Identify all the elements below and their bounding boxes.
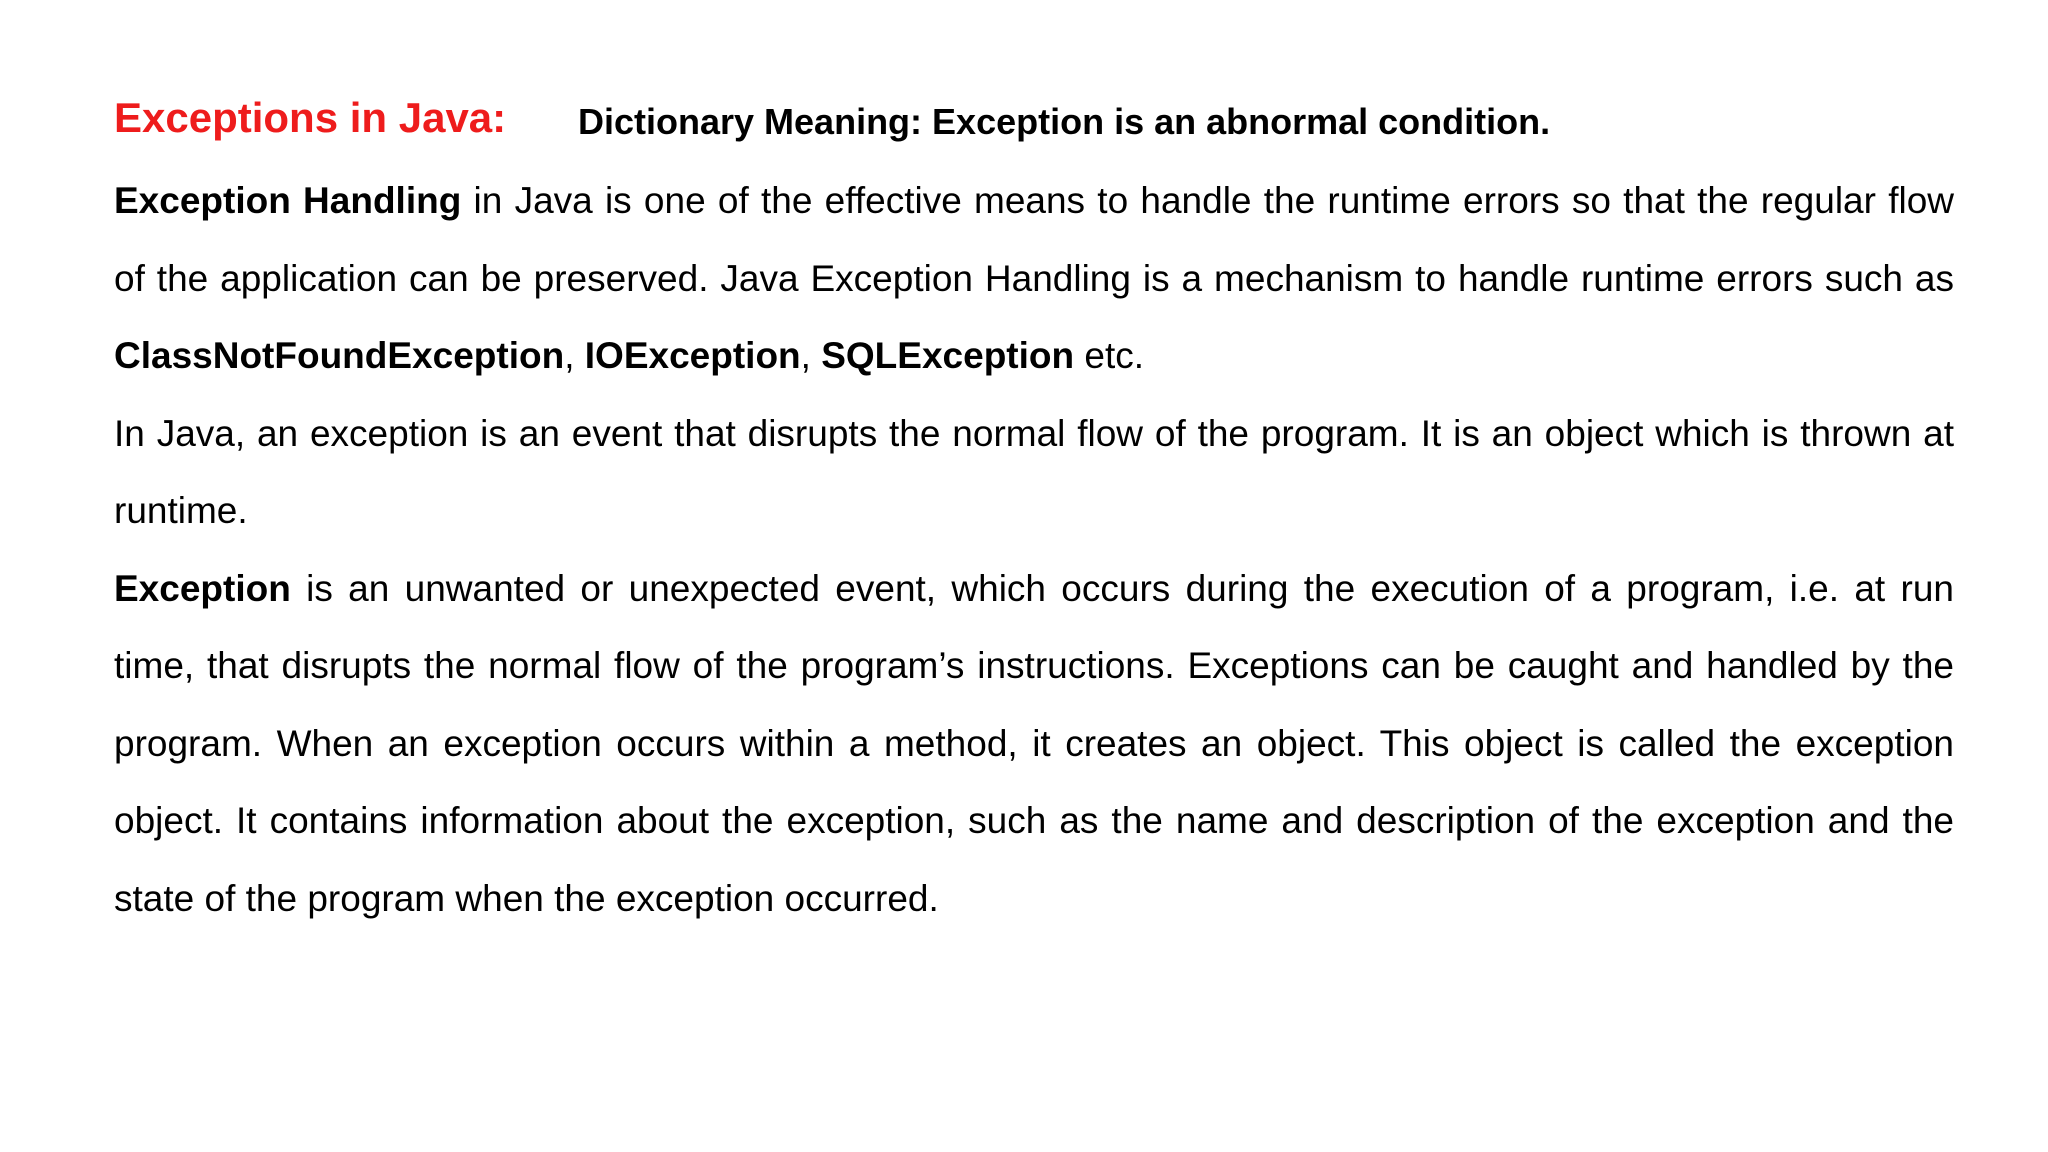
body-text: [114, 162, 1954, 937]
bold-term: Exception Handling: [114, 180, 462, 221]
bold-term: IOException: [584, 335, 801, 376]
paragraph-text: in Java is one of the effective means to handle the runtime errors so that the regular flow of the application can be preserved. Java Exception Handling is a mechanism to handle runtime errors such as: [114, 180, 1954, 299]
bold-term: SQLException: [821, 335, 1075, 376]
paragraph-exception-definition: [114, 550, 1954, 938]
bold-term: ClassNotFoundException: [114, 335, 565, 376]
paragraph-text: etc.: [1074, 335, 1145, 376]
header-row: [114, 88, 1954, 148]
paragraph-event: In Java, an exception is an event that disrupts the normal flow of the program. It is an object which is thrown at runtime.: [114, 412, 1954, 531]
paragraph-text: is an unwanted or unexpected event, which occurs during the execution of a program, i.e. at run time, that disrupts the normal flow of the program’s instructions. Exceptions can be caught and handled by the program. When an exception occurs within a method, it creates an object. This object is called the exception object. It contains information about the exception, such as the name and description of the exception and the state of the program when the exception occurred.: [114, 567, 1954, 919]
separator-text: ,: [800, 335, 822, 376]
bold-term: Exception: [114, 567, 291, 609]
separator-text: ,: [564, 335, 585, 376]
dictionary-meaning: Dictionary Meaning: Exception is an abnormal condition.: [578, 101, 1551, 142]
paragraph-exception-handling: [114, 162, 1954, 395]
slide-title: Exceptions in Java:: [114, 94, 507, 141]
